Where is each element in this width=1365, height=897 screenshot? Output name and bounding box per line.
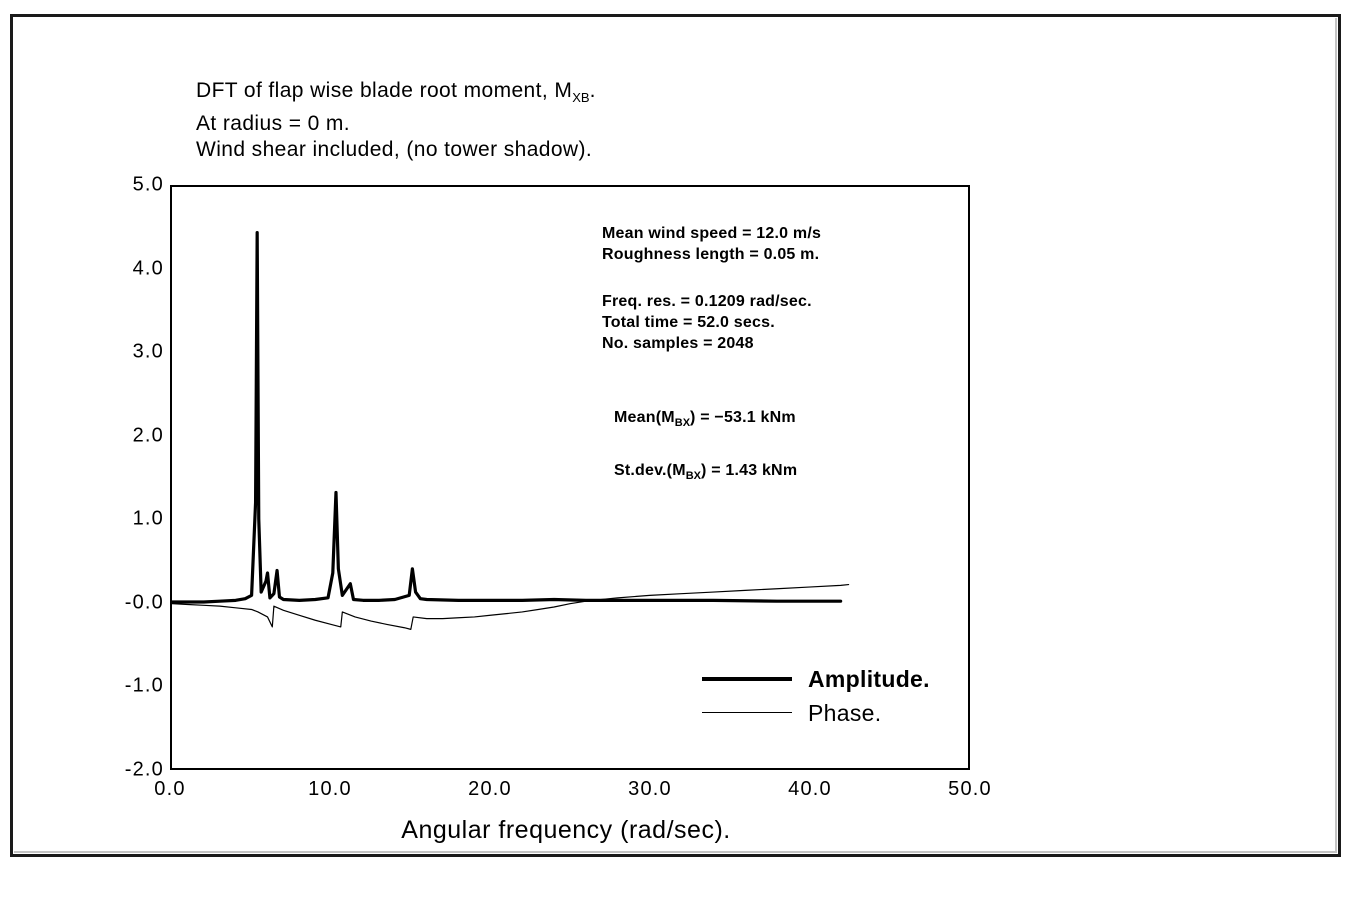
legend-label-phase: Phase. xyxy=(808,699,882,726)
x-tick-0: 0.0 xyxy=(154,778,186,800)
annotation-wind-speed: Mean wind speed = 12.0 m/s xyxy=(602,225,822,242)
y-tick-labels xyxy=(84,173,164,781)
annotation-stdev xyxy=(614,460,797,487)
x-tick-2: 20.0 xyxy=(468,778,512,800)
annotation-freq-res: Freq. res. = 0.1209 rad/sec. xyxy=(602,293,812,310)
x-tick-5: 50.0 xyxy=(948,778,992,800)
legend-swatch-phase-icon xyxy=(702,706,792,720)
title-line-1-suffix: . xyxy=(589,79,596,102)
annotation-stdev-prefix: St.dev.(M xyxy=(614,462,686,479)
chart-title xyxy=(196,78,596,163)
annotation-mean-subscript: BX xyxy=(674,417,691,430)
legend-swatch-amplitude-icon xyxy=(702,672,792,686)
annotation-stdev-value: ) = 1.43 kNm xyxy=(701,462,798,479)
title-subscript: XB xyxy=(572,90,590,106)
x-tick-4: 40.0 xyxy=(788,778,832,800)
annotation-signal xyxy=(602,291,812,354)
title-line-3: Wind shear included, (no tower shadow). xyxy=(196,138,593,162)
annotation-roughness: Roughness length = 0.05 m. xyxy=(602,246,820,263)
y-tick-4: 1.0 xyxy=(132,507,164,530)
y-tick-0: 5.0 xyxy=(132,173,164,196)
plot-area xyxy=(170,185,970,770)
x-tick-3: 30.0 xyxy=(628,778,672,800)
legend-item-phase xyxy=(702,696,930,730)
legend xyxy=(702,662,930,730)
annotation-mean-prefix: Mean(M xyxy=(614,409,675,426)
y-tick-7: -2.0 xyxy=(124,758,164,781)
legend-item-amplitude xyxy=(702,662,930,696)
x-tick-1: 10.0 xyxy=(308,778,352,800)
annotation-mean-value: ) = −53.1 kNm xyxy=(690,409,796,426)
y-tick-2: 3.0 xyxy=(132,340,164,363)
annotation-wind xyxy=(602,223,821,265)
title-line-2: At radius = 0 m. xyxy=(196,112,351,136)
title-line-1-text: DFT of flap wise blade root moment, M xyxy=(196,79,573,102)
x-axis-label: Angular frequency (rad/sec). xyxy=(401,816,731,844)
y-tick-5: -0.0 xyxy=(124,591,164,614)
legend-label-amplitude: Amplitude. xyxy=(808,665,930,692)
annotation-no-samples: No. samples = 2048 xyxy=(602,335,754,352)
annotation-stdev-subscript: BX xyxy=(685,470,702,483)
y-tick-6: -1.0 xyxy=(124,674,164,697)
title-line-1 xyxy=(196,78,596,111)
annotation-total-time: Total time = 52.0 secs. xyxy=(602,314,775,331)
y-tick-3: 2.0 xyxy=(132,424,164,447)
x-tick-labels xyxy=(154,778,992,808)
annotation-mean xyxy=(614,407,796,434)
y-tick-1: 4.0 xyxy=(132,257,164,280)
